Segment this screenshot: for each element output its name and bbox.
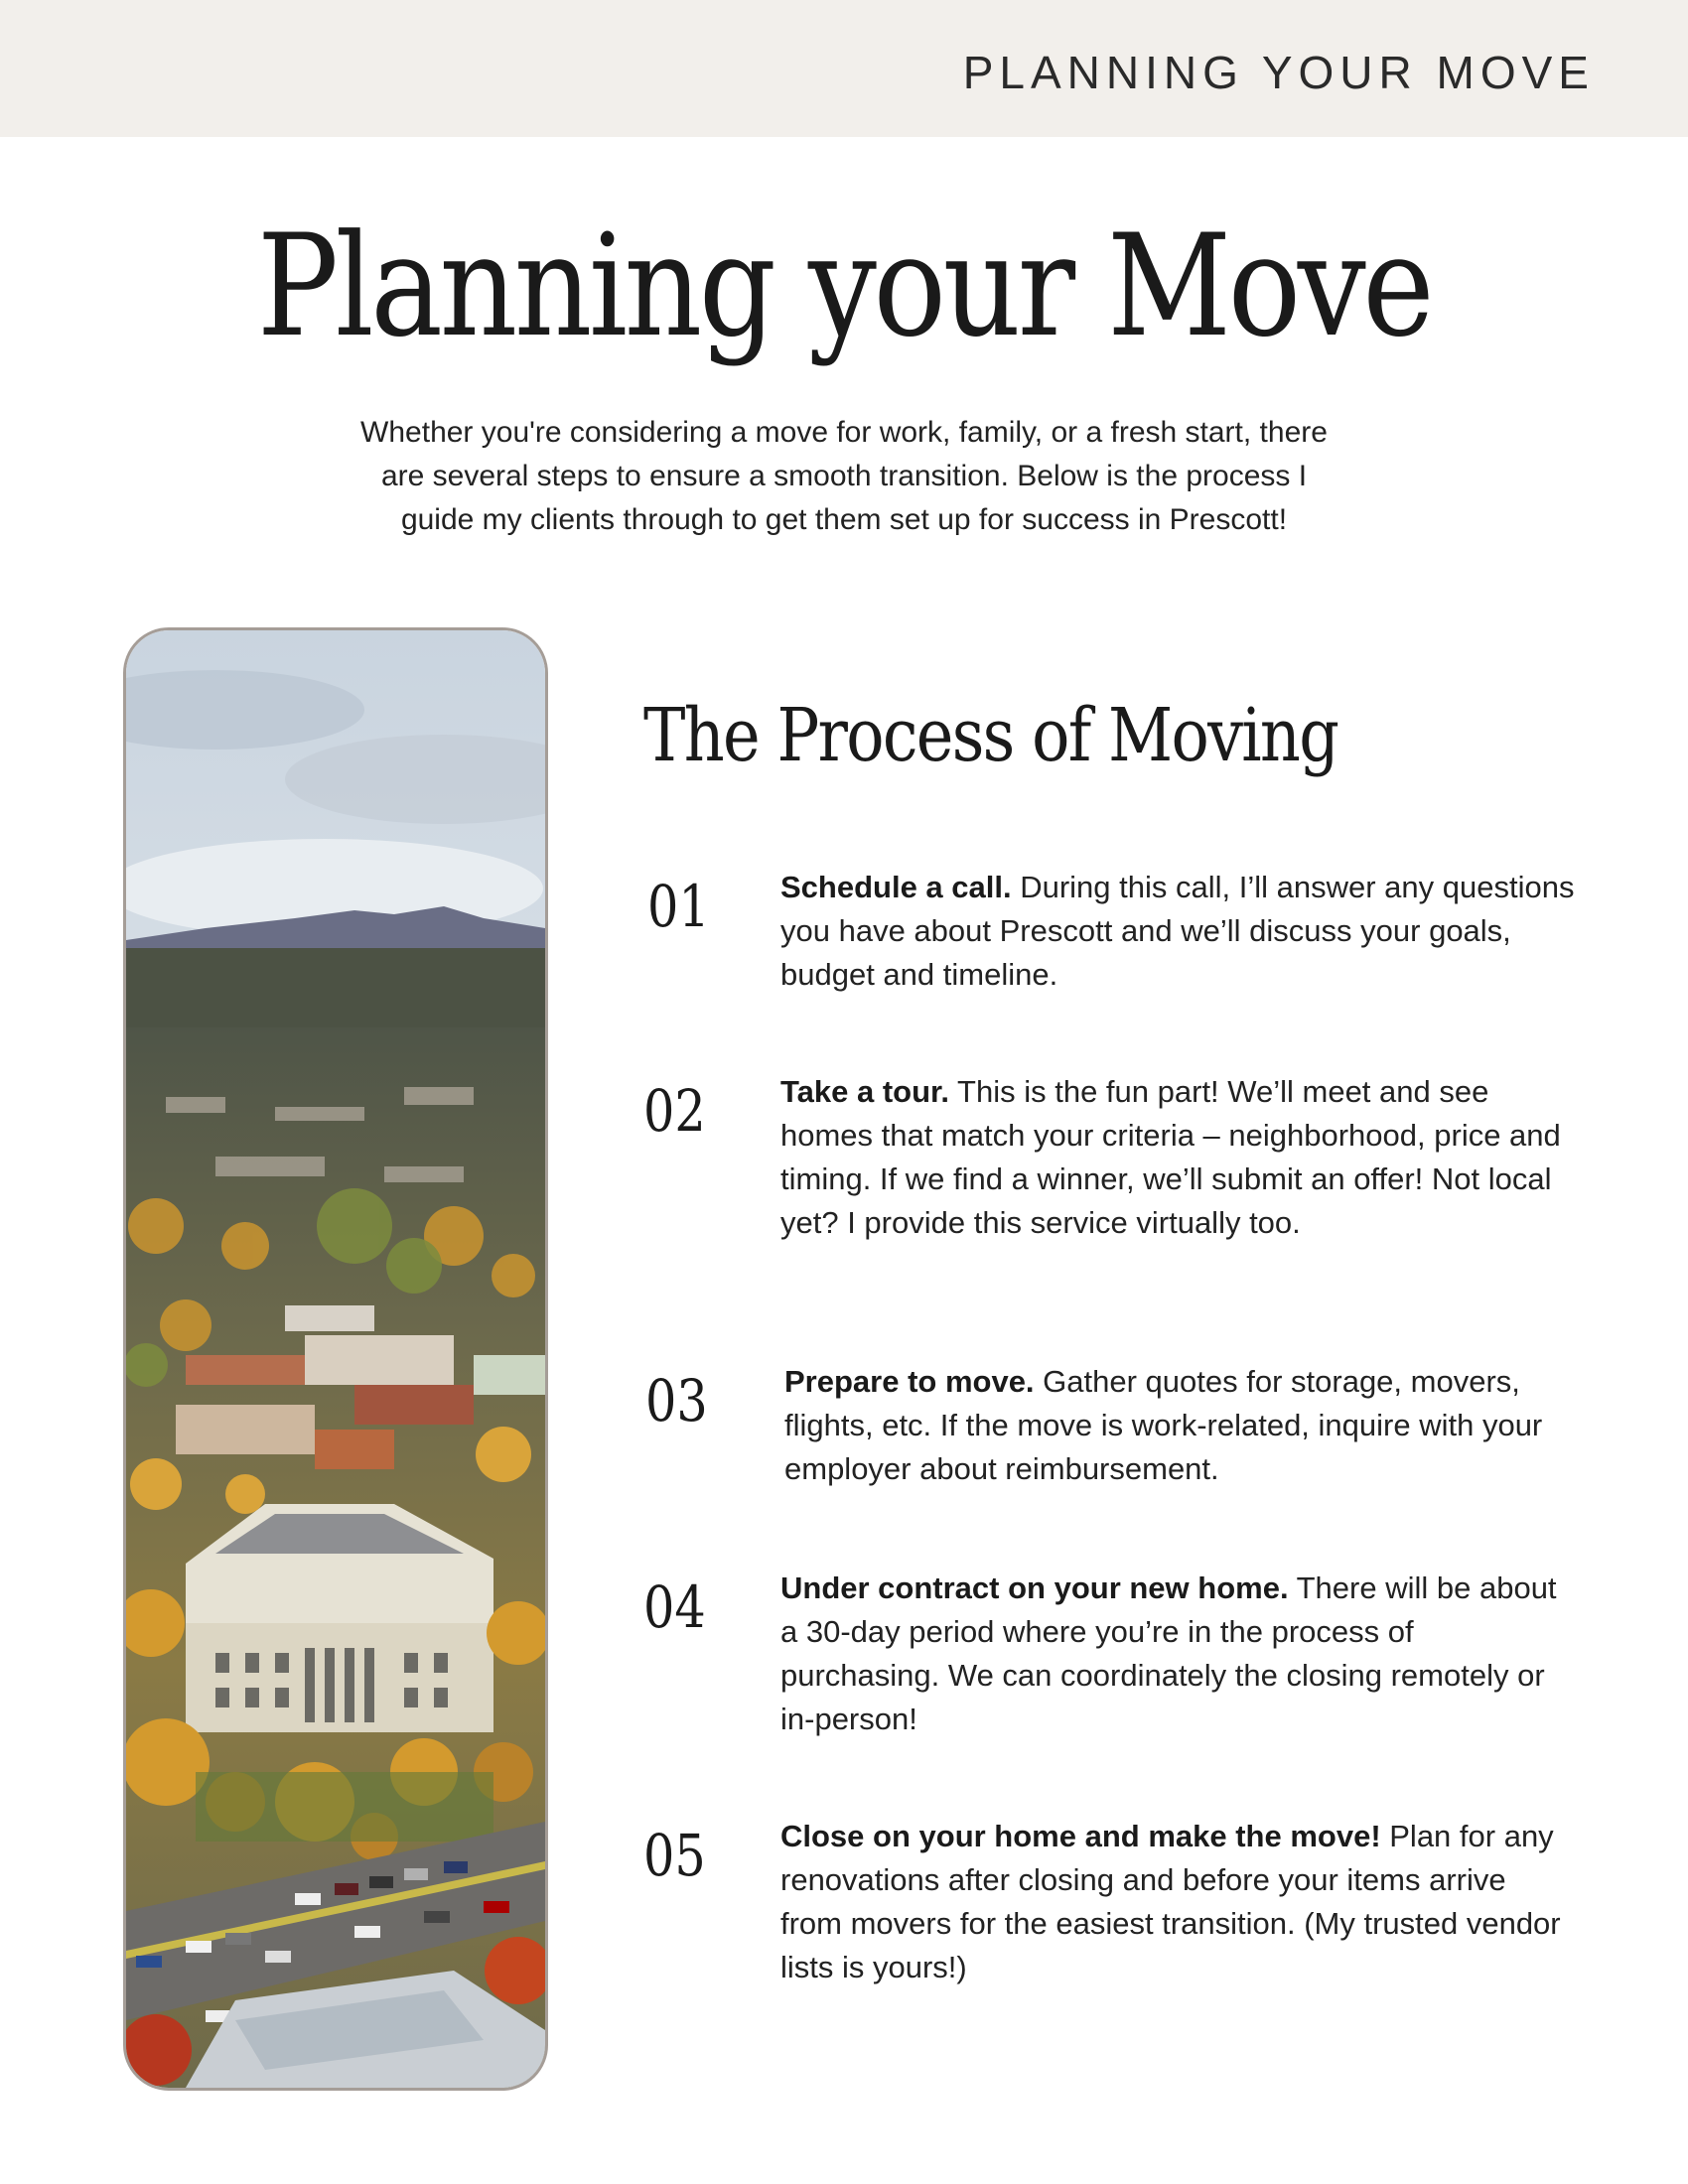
step-body: During this call, I’ll answer any questions you have about Prescott and we’ll discuss your goals, budget and timeline. <box>780 870 1575 992</box>
step-text <box>780 1567 1575 1741</box>
step-number: 04 <box>643 1573 706 1641</box>
intro-line: Whether you're considering a move for work, family, or a fresh start, there <box>360 416 1328 449</box>
header-label: PLANNING YOUR MOVE <box>962 47 1595 98</box>
intro-line: are several steps to ensure a smooth transition. Below is the process I <box>380 460 1308 492</box>
step-heading: Take a tour. <box>780 1074 949 1109</box>
step-text <box>784 1360 1579 1491</box>
step-heading: Prepare to move. <box>784 1364 1035 1399</box>
step-heading: Under contract on your new home. <box>780 1570 1289 1605</box>
step-number: 05 <box>643 1822 706 1889</box>
step-text <box>780 866 1575 997</box>
step-number: 02 <box>643 1077 706 1145</box>
prescott-aerial-photo <box>123 627 548 2091</box>
step-body: Plan for any renovations after closing and before your items arrive from movers for the easiest transition. (My trusted vendor lists is yours!) <box>780 1819 1561 1984</box>
step-number: 01 <box>647 873 710 940</box>
page-title: Planning your Move <box>256 205 1432 368</box>
step-text <box>780 1815 1575 1989</box>
step-heading: Close on your home and make the move! <box>780 1819 1381 1853</box>
intro-line: guide my clients through to get them set up for success in Prescott! <box>400 503 1288 536</box>
section-title: The Process of Moving <box>643 693 1338 778</box>
step-body: There will be about a 30-day period where you’re in the process of purchasing. We can coordinately the closing remotely or in-person! <box>780 1570 1557 1736</box>
step-body: This is the fun part! We’ll meet and see homes that match your criteria – neighborhood, price and timing. If we find a winner, we’ll submit an offer! Not local yet? I provide this service virtually too. <box>780 1074 1561 1240</box>
step-body: Gather quotes for storage, movers, flights, etc. If the move is work-related, inquire with your employer about reimbursement. <box>784 1364 1543 1486</box>
intro-paragraph <box>298 411 1390 542</box>
step-heading: Schedule a call. <box>780 870 1012 904</box>
step-text <box>780 1070 1575 1245</box>
header-band <box>0 0 1688 137</box>
step-number: 03 <box>645 1367 708 1434</box>
